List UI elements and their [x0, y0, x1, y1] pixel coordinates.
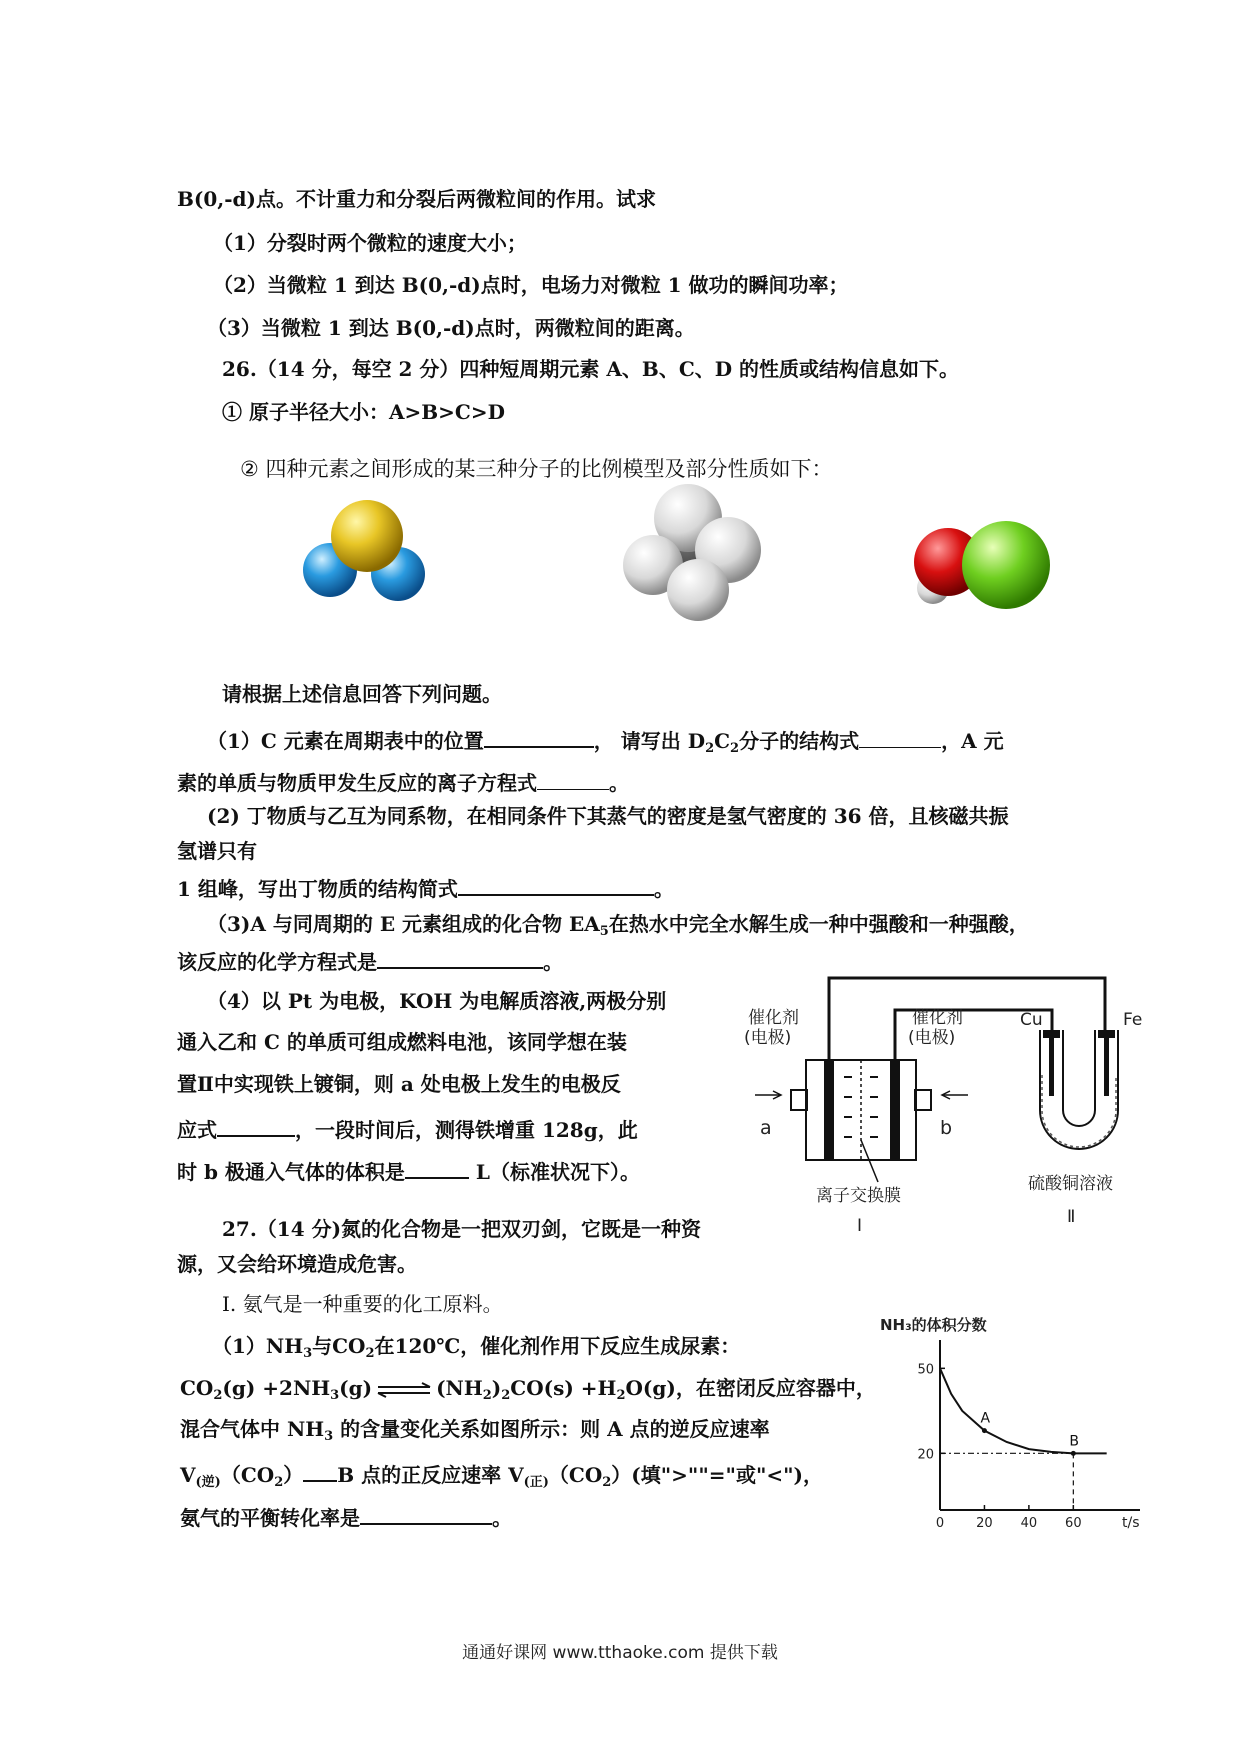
label-device-II: Ⅱ	[1067, 1207, 1076, 1227]
label-electrode-left: (电极)	[744, 1028, 792, 1048]
text-line: 时 b 极通入气体的体积是 L（标准状况下）。	[177, 1157, 640, 1184]
label-b: b	[940, 1117, 953, 1139]
chart-x-tick-label: 0	[935, 1516, 945, 1531]
question-26-3: （3)A 与同周期的 E 元素组成的化合物 $EA_5$在热水中完全水解生成一种中强酸和一种强酸，	[207, 912, 1029, 939]
answer-blank[interactable]	[537, 769, 609, 790]
text-line: ② 四种元素之间形成的某三种分子的比例模型及部分性质如下：	[240, 457, 833, 481]
label-electrode-right: (电极)	[908, 1028, 956, 1048]
text-line: $V_{(逆)}(CO_2)$ B 点的正反应速率 $V_{(正)}(CO_2)$(填">""="或"<")，	[180, 1460, 823, 1495]
text-line: （2）当微粒 1 到达 B(0,-d)点时，电场力对微粒 1 做功的瞬间功率；	[213, 273, 849, 297]
text-line: 应式 ，一段时间后，测得铁增重 128g，此	[177, 1115, 638, 1142]
chart-series-line	[940, 1368, 1107, 1453]
molecule-model-2	[623, 484, 761, 621]
label-fe: Fe	[1123, 1010, 1143, 1030]
text-line: （3）当微粒 1 到达 B(0,-d)点时，两微粒间的距离。	[207, 316, 695, 340]
chart-y-tick-label: 20	[917, 1447, 934, 1463]
reaction-equation: $CO_2(g) +2NH_3(g)$ $(NH_2)_2CO(s) +H_2O(g)$，在密闭反应容器中，	[180, 1376, 876, 1403]
molecule-model-3	[914, 521, 1050, 609]
chart-point	[982, 1428, 987, 1433]
chart-x-tick-label: 40	[1020, 1516, 1038, 1531]
molecule-model-1	[303, 500, 425, 601]
text-line: 置Ⅱ中实现铁上镀铜，则 a 处电极上发生的电极反	[177, 1072, 621, 1096]
answer-blank[interactable]	[303, 1460, 337, 1482]
text-line: 源，又会给环境造成危害。	[177, 1252, 417, 1276]
chart-x-tick-label: 60	[1065, 1516, 1082, 1531]
answer-blank[interactable]	[405, 1157, 469, 1179]
text-line: （1）分裂时两个微粒的速度大小；	[213, 231, 527, 255]
question-27-heading: 27.（14 分)氮的化合物是一把双刃剑，它既是一种资	[222, 1217, 702, 1241]
text-line: 通入乙和 C 的单质可组成燃料电池，该同学想在装	[177, 1030, 627, 1054]
label-solution: 硫酸铜溶液	[1028, 1174, 1113, 1194]
answer-blank[interactable]	[377, 947, 543, 969]
molecule-models	[0, 480, 1240, 680]
chart-point-label: A	[980, 1410, 991, 1427]
text-line: 素的单质与物质甲发生反应的离子方程式 。	[177, 771, 629, 795]
text-line: ① 原子半径大小：A>B>C>D	[222, 400, 505, 424]
question-26-4: （4）以 Pt 为电极，KOH 为电解质溶液,两极分别	[207, 989, 667, 1013]
question-26-heading: 26.（14 分，每空 2 分）四种短周期元素 A、B、C、D 的性质或结构信息如下。	[222, 357, 960, 381]
chart-ylabel: NH₃的体积分数	[880, 1316, 987, 1334]
nh3-volume-fraction-chart	[870, 1310, 1160, 1550]
question-27-1: $(1)NH_3$与$CO_2$在120℃，催化剂作用下反应生成尿素：	[212, 1334, 741, 1361]
label-a: a	[760, 1117, 772, 1139]
label-membrane: 离子交换膜	[816, 1186, 901, 1206]
answer-blank[interactable]	[360, 1503, 492, 1525]
answer-blank[interactable]	[484, 726, 594, 748]
question-26-1: （1）C 元素在周期表中的位置 ， 请写出 $D_2C_2$分子的结构式 ，A 元	[207, 726, 1004, 761]
question-26-2: (2) 丁物质与乙互为同系物，在相同条件下其蒸气的密度是氢气密度的 36 倍，且核磁共振	[207, 804, 1009, 828]
chart-y-tick-label: 50	[917, 1362, 934, 1378]
text-line: 请根据上述信息回答下列问题。	[222, 682, 502, 706]
text-line: 氨气的平衡转化率是 。	[180, 1503, 512, 1530]
text-line: 混合气体中 $NH_3$ 的含量变化关系如图所示：则 A 点的逆反应速率	[180, 1417, 770, 1444]
chart-xlabel: t/s	[1122, 1515, 1140, 1531]
label-catalyst-right: 催化剂	[912, 1008, 963, 1028]
answer-blank[interactable]	[217, 1115, 295, 1137]
answer-blank[interactable]	[859, 727, 941, 748]
text-line: 1 组峰，写出丁物质的结构简式 。	[177, 874, 674, 901]
chart-x-tick-label: 20	[976, 1516, 993, 1531]
label-cu: Cu	[1020, 1010, 1043, 1030]
chart-point	[1071, 1451, 1076, 1456]
text-line: 氢谱只有	[177, 839, 257, 863]
text-line: B(0,-d)点。不计重力和分裂后两微粒间的作用。试求	[177, 187, 656, 211]
text-line: 该反应的化学方程式是 。	[177, 947, 563, 974]
chart-point-label: B	[1069, 1433, 1079, 1450]
page-footer: 通通好课网 www.tthaoke.com 提供下载	[462, 1643, 778, 1663]
label-catalyst-left: 催化剂	[748, 1008, 799, 1028]
section-I-heading: Ⅰ. 氨气是一种重要的化工原料。	[222, 1292, 503, 1316]
answer-blank[interactable]	[458, 874, 654, 896]
equilibrium-arrow-icon	[376, 1382, 432, 1398]
label-device-I: Ⅰ	[857, 1216, 863, 1236]
